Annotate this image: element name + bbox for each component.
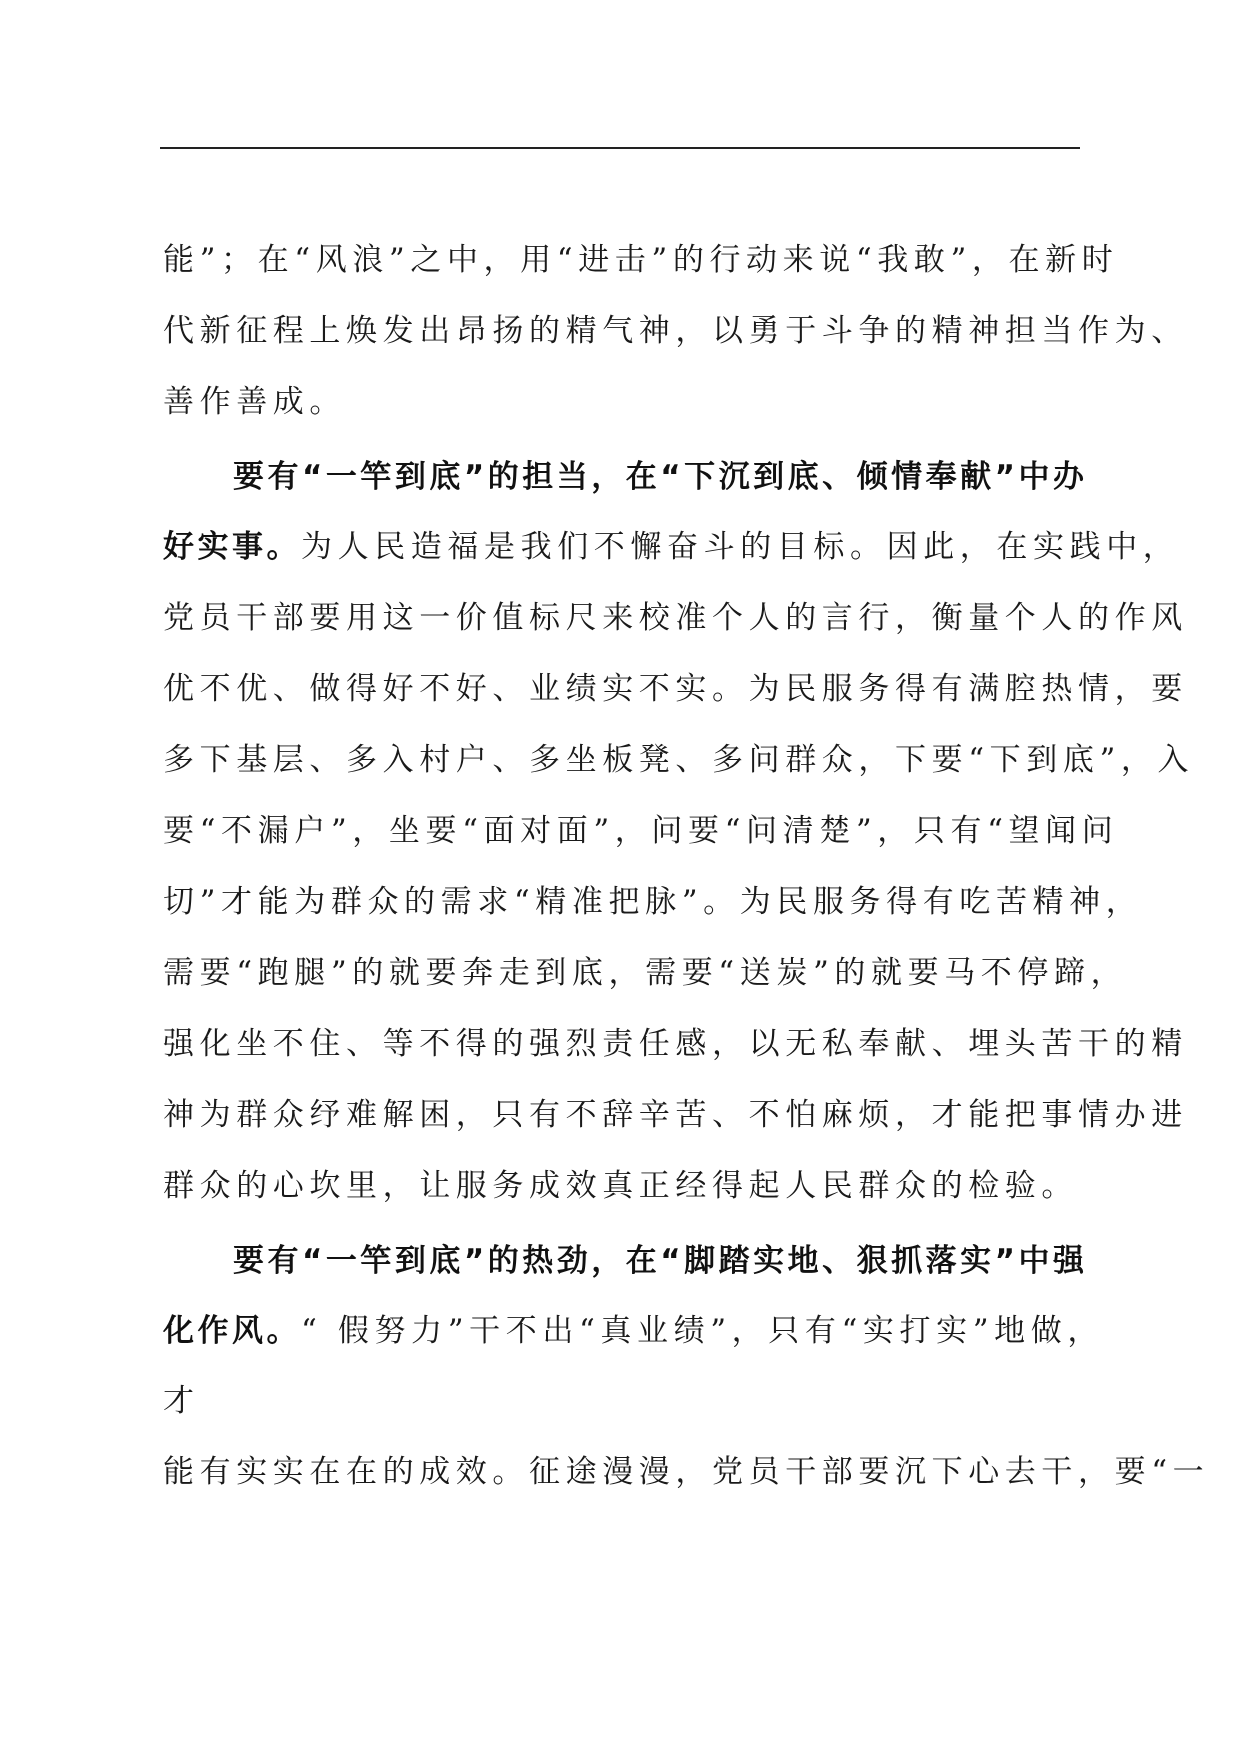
text-line: 需要“跑腿”的就要奔走到底，需要“送炭”的就要马不停蹄， bbox=[163, 955, 1128, 991]
text-line: 多下基层、多入村户、多坐板凳、多问群众，下要“下到底”，入 bbox=[163, 742, 1195, 778]
section-heading-end: 好实事。 bbox=[163, 529, 301, 565]
paragraph-text: 为人民造福是我们不懈奋斗的目标。因此，在实践中， bbox=[301, 529, 1180, 565]
text-line: 强化坐不住、等不得的强烈责任感，以无私奉献、埋头苦干的精 bbox=[163, 1026, 1188, 1062]
paragraph-text: “ 假努力”干不出“真业绩”，只有“实打实”地做， bbox=[301, 1313, 1104, 1349]
text-line: 群众的心坎里，让服务成效真正经得起人民群众的检验。 bbox=[163, 1168, 1078, 1204]
text-line: 才 bbox=[163, 1383, 200, 1419]
text-line: 能”；在“风浪”之中，用“进击”的行动来说“我敢”，在新时 bbox=[163, 242, 1119, 278]
text-line bbox=[163, 1311, 1104, 1351]
text-line: 党员干部要用这一价值标尺来校准个人的言行，衡量个人的作风 bbox=[163, 600, 1188, 636]
section-heading: 要有“一竿到底”的热劲，在“脚踏实地、狠抓落实”中强 bbox=[233, 1243, 1088, 1279]
section-heading: 要有“一竿到底”的担当，在“下沉到底、倾情奉献”中办 bbox=[233, 459, 1088, 495]
text-line: 代新征程上焕发出昂扬的精气神，以勇于斗争的精神担当作为、 bbox=[163, 313, 1188, 349]
section-heading-end: 化作风。 bbox=[163, 1313, 301, 1349]
text-line: 善作善成。 bbox=[163, 384, 346, 420]
text-line: 切”才能为群众的需求“精准把脉”。为民服务得有吃苦精神， bbox=[163, 884, 1143, 920]
header-rule bbox=[160, 147, 1080, 149]
text-line: 要“不漏户”，坐要“面对面”，问要“问清楚”，只有“望闻问 bbox=[163, 813, 1119, 849]
text-line: 神为群众纾难解困，只有不辞辛苦、不怕麻烦，才能把事情办进 bbox=[163, 1097, 1188, 1133]
text-line: 优不优、做得好不好、业绩实不实。为民服务得有满腔热情，要 bbox=[163, 671, 1188, 707]
text-line bbox=[163, 527, 1179, 567]
text-line: 能有实实在在的成效。征途漫漫，党员干部要沉下心去干，要“一 bbox=[163, 1454, 1210, 1490]
